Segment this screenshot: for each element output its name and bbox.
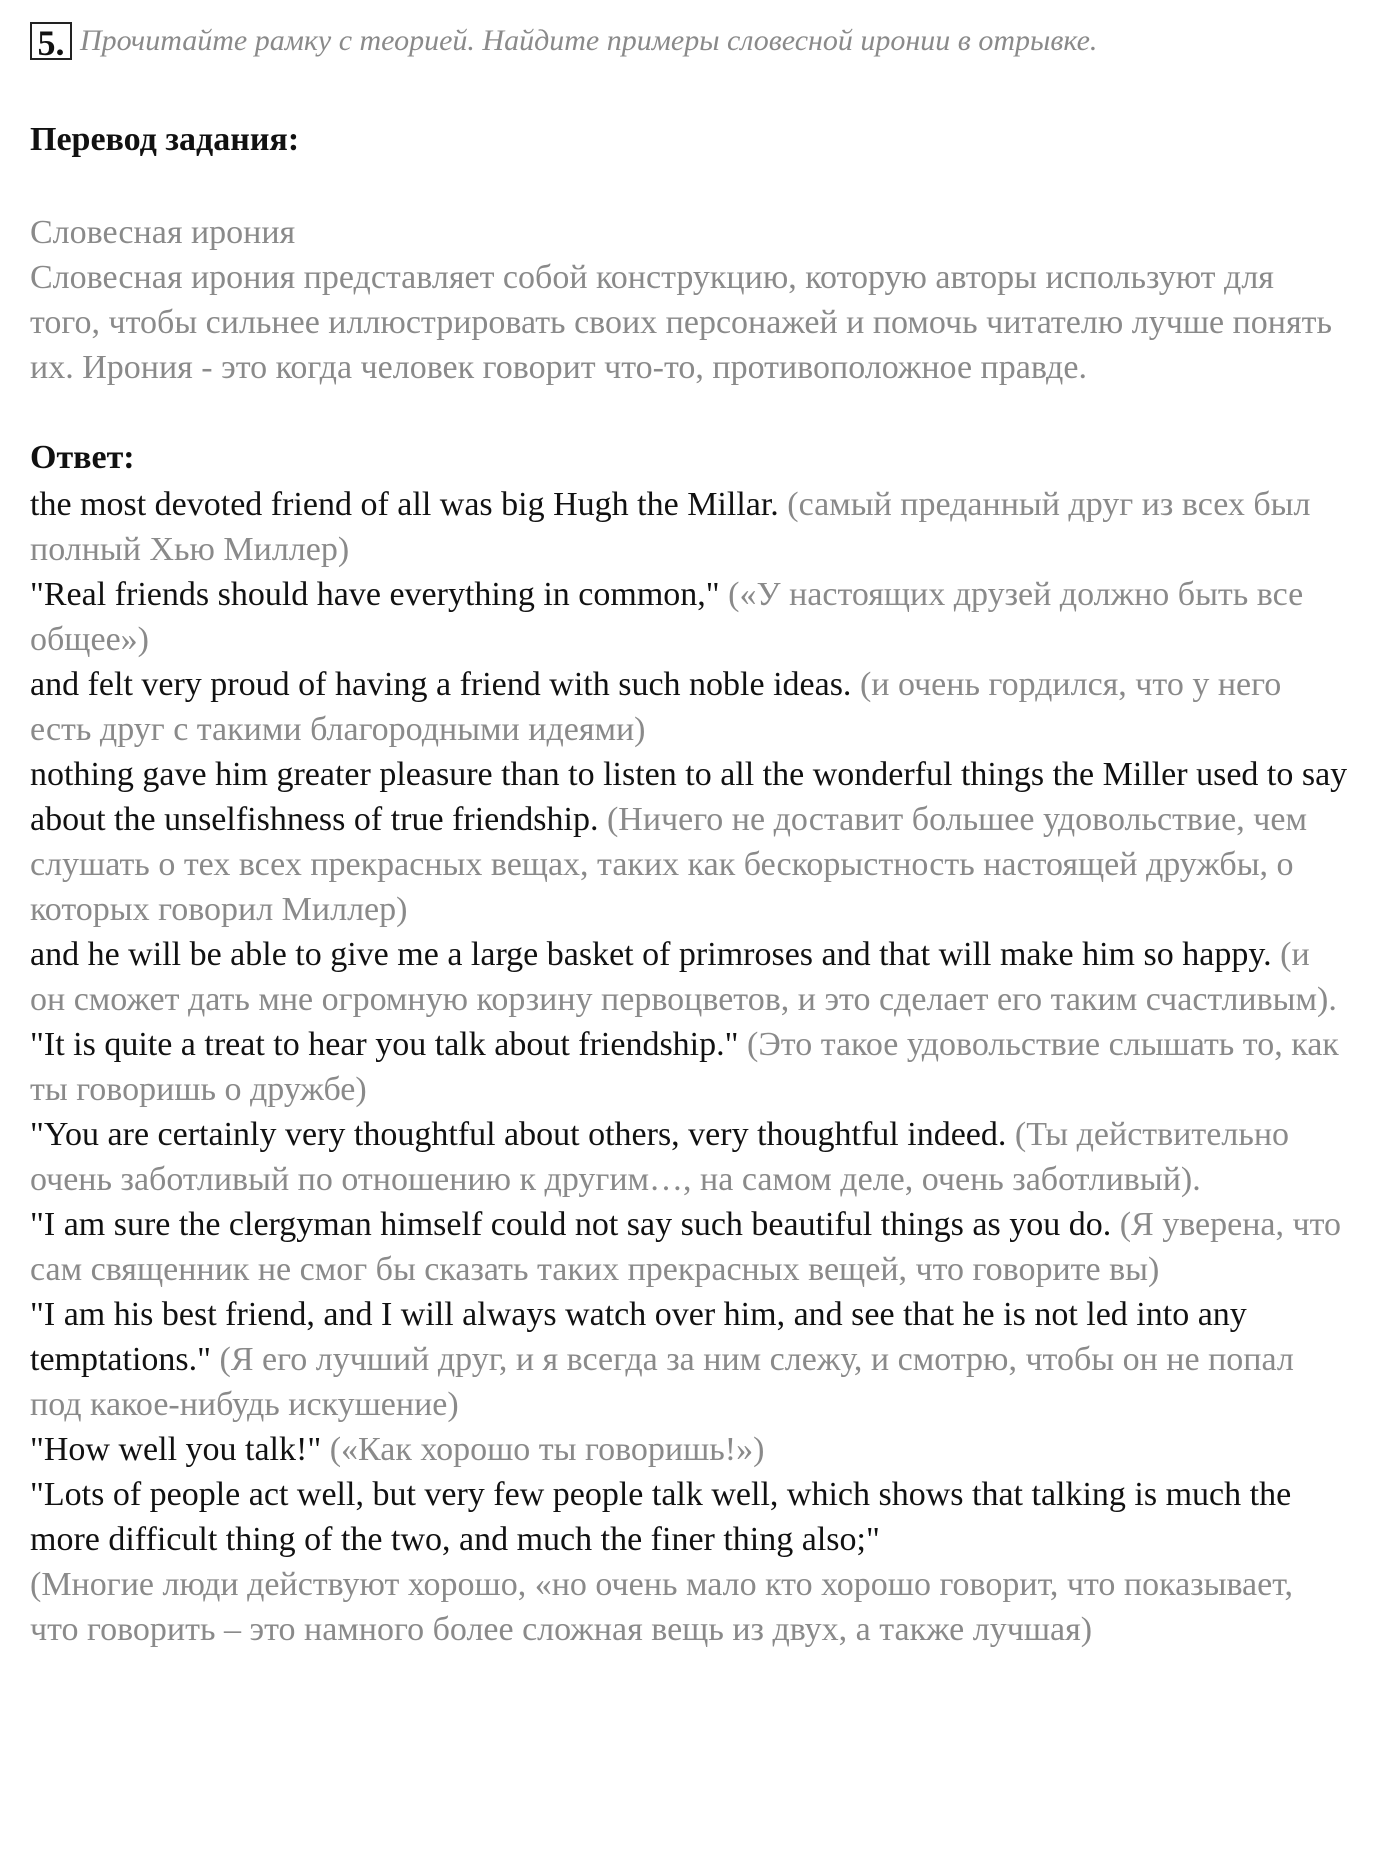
answer-translation: («Как хорошо ты говоришь!») [329, 1431, 765, 1468]
answer-item [30, 932, 1350, 1022]
answer-list [30, 482, 1350, 1652]
task-instruction: Прочитайте рамку с теорией. Найдите примеры словесной иронии в отрывке. [80, 24, 1098, 57]
answer-item [30, 1472, 1350, 1652]
answer-heading: Ответ: [30, 439, 135, 476]
answer-translation: (Ничего не доставит большее удовольствие, чем слушать о тех всех прекрасных вещах, таких как бескорыстность настоящей дружбы, о которых говорил Миллер) [30, 801, 1307, 928]
task-number-badge: 5. [30, 22, 72, 60]
answer-item [30, 1112, 1350, 1202]
answer-english: "It is quite a treat to hear you talk about friendship." [30, 1026, 739, 1063]
answer-english: "I am sure the clergyman himself could not say such beautiful things as you do. [30, 1206, 1112, 1243]
answer-english: the most devoted friend of all was big Hugh the Millar. [30, 486, 779, 523]
answer-item [30, 482, 1350, 572]
theory-title: Словесная ирония [30, 214, 296, 251]
theory-text: Словесная ирония представляет собой конструкцию, которую авторы используют для того, чтобы сильнее иллюстрировать своих персонажей и помочь читателю лучше понять их. Ирония - это когда человек говорит что-то, противоположное правде. [30, 259, 1332, 386]
answer-english: "Real friends should have everything in common," [30, 576, 720, 613]
answer-translation: (и он сможет дать мне огромную корзину первоцветов, и это сделает его таким счастливым). [30, 936, 1337, 1018]
answer-translation: (Многие люди действуют хорошо, «но очень мало кто хорошо говорит, что показывает, что говорить – это намного более сложная вещь из двух, а также лучшая) [30, 1566, 1294, 1648]
answer-english: and felt very proud of having a friend with such noble ideas. [30, 666, 852, 703]
answer-item [30, 1202, 1350, 1292]
answer-english: "Lots of people act well, but very few people talk well, which shows that talking is much the more difficult thing of the two, and much the finer thing also;" [30, 1476, 1292, 1558]
document-page [30, 18, 1350, 1652]
answer-english: "You are certainly very thoughtful about others, very thoughtful indeed. [30, 1116, 1007, 1153]
answer-english: "I am his best friend, and I will always watch over him, and see that he is not led into any temptations." [30, 1296, 1247, 1378]
answer-translation: (самый преданный друг из всех был полный Хью Миллер) [30, 486, 1311, 568]
answer-translation: (Это такое удовольствие слышать то, как ты говоришь о дружбе) [30, 1026, 1339, 1108]
answer-english: and he will be able to give me a large basket of primroses and that will make him so happy. [30, 936, 1272, 973]
answer-english: nothing gave him greater pleasure than to listen to all the wonderful things the Miller used to say about the unselfishness of true friendship. [30, 756, 1348, 838]
answer-english: "How well you talk!" [30, 1431, 322, 1468]
answer-translation: (Я его лучший друг, и я всегда за ним слежу, и смотрю, чтобы он не попал под какое-нибудь искушение) [30, 1341, 1294, 1423]
answer-translation: («У настоящих друзей должно быть все общее») [30, 576, 1304, 658]
answer-translation: (Ты действительно очень заботливый по отношению к другим…, на самом деле, очень заботливый). [30, 1116, 1290, 1198]
task-header [30, 18, 1350, 64]
translation-heading: Перевод задания: [30, 121, 300, 158]
answer-translation: (и очень гордился, что у него есть друг с такими благородными идеями) [30, 666, 1282, 748]
answer-item [30, 752, 1350, 932]
answer-item [30, 572, 1350, 662]
theory-block [30, 210, 1350, 390]
answer-item [30, 662, 1350, 752]
answer-item [30, 1427, 1350, 1472]
answer-translation: (Я уверена, что сам священник не смог бы сказать таких прекрасных вещей, что говорите вы) [30, 1206, 1342, 1288]
answer-item [30, 1022, 1350, 1112]
answer-item [30, 1292, 1350, 1427]
